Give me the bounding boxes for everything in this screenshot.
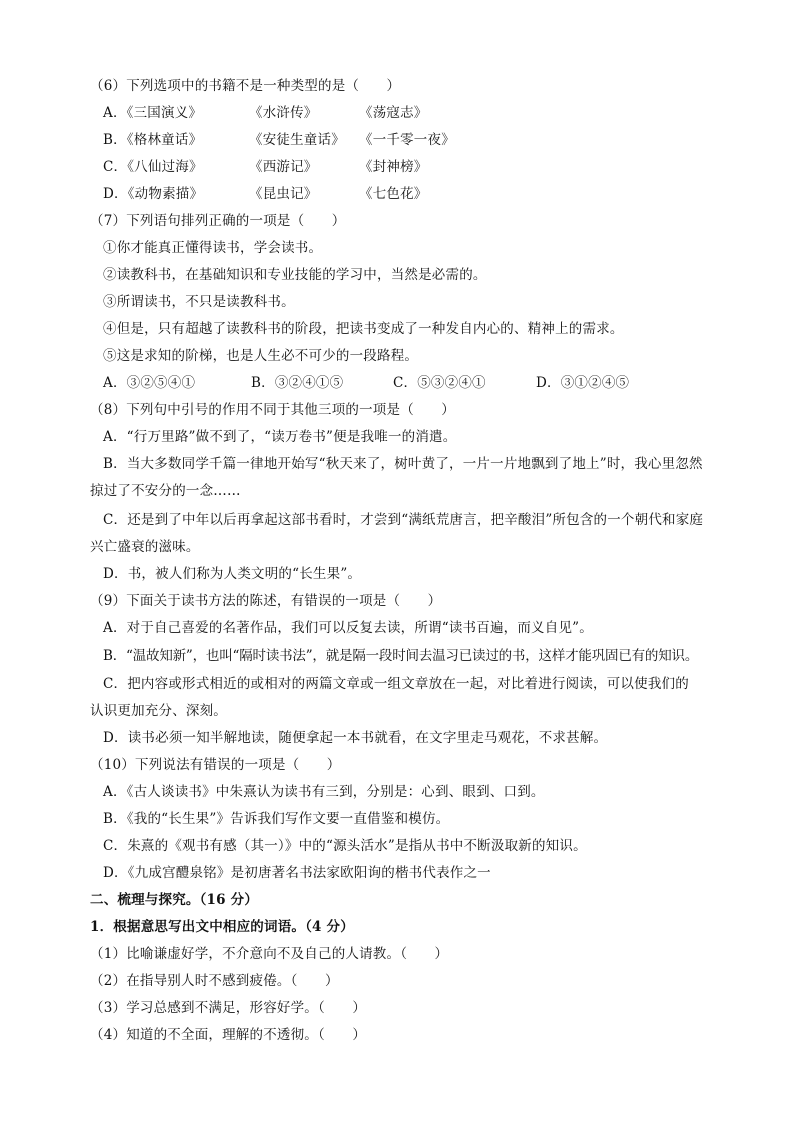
q7-sentence-5: ⑤这是求知的阶梯，也是人生必不可少的一段路程。 [103, 348, 419, 364]
vocab-item-3: （3）学习总感到不满足，形容好学。（ ） [90, 1000, 367, 1016]
q9-option-b[interactable]: B．“温故知新”，也叫“隔时读书法”，就是隔一段时间去温习已读过的书，这样才能巩固已有的知识。 [103, 648, 699, 664]
q8-option-d[interactable]: D．书，被人们称为人类文明的“长生果”。 [103, 566, 362, 582]
subsection-heading: 1．根据意思写出文中相应的词语。（4 分） [90, 919, 354, 935]
q9-option-a[interactable]: A．对于自己喜爱的名著作品，我们可以反复去读，所谓“读书百遍，而义自见”。 [103, 620, 593, 636]
q6-option-b[interactable] [103, 131, 455, 149]
option-book-2: 《安徒生童话》 [249, 132, 345, 148]
option-book-3: 《封神榜》 [359, 159, 428, 175]
option-book-3: 《荡寇志》 [359, 105, 428, 121]
option-book-1: 《三国演义》 [126, 105, 203, 121]
q10-option-b[interactable]: B．《我的“长生果”》告诉我们写作文要一直借鉴和模仿。 [103, 811, 450, 827]
q7-option-a[interactable]: A．③②⑤④① [103, 375, 196, 391]
q7-sentence-4: ④但是，只有超越了读教科书的阶段，把读书变成了一种发自内心的、精神上的需求。 [103, 321, 624, 337]
q9-option-c[interactable]: C．把内容或形式相近的或相对的两篇文章或一组文章放在一起，对比着进行阅读，可以使我们的 [103, 676, 689, 692]
option-book-2: 《水浒传》 [249, 105, 318, 121]
option-letter: B． [103, 132, 127, 148]
q8-option-b[interactable]: B．当大多数同学千篇一律地开始写“秋天来了，树叶黄了，一片一片地飘到了地上”时，我心里忽然 [103, 456, 703, 472]
q7-stem: （7）下列语句排列正确的一项是（ ） [90, 213, 346, 229]
option-letter: D． [103, 186, 128, 202]
option-book-1: 《动物素描》 [127, 186, 204, 202]
q9-option-d[interactable]: D．读书必须一知半解地读，随便拿起一本书就看，在文字里走马观花，不求甚解。 [103, 730, 608, 746]
option-letter: A． [103, 105, 127, 121]
q10-option-c[interactable]: C．朱熹的《观书有感（其一）》中的“源头活水”是指从书中不断汲取新的知识。 [103, 838, 587, 854]
q7-sentence-1: ①你才能真正懂得读书，学会读书。 [103, 240, 323, 256]
option-letter: C． [103, 159, 128, 175]
q7-options [103, 374, 663, 392]
q8-option-b-continued: 掠过了不安分的一念…… [90, 483, 241, 499]
q7-sentence-2: ②读教科书，在基础知识和专业技能的学习中，当然是必需的。 [103, 267, 487, 283]
q7-option-c[interactable]: C．⑤③②④① [393, 375, 486, 391]
q6-option-d[interactable] [103, 185, 428, 203]
option-book-1: 《八仙过海》 [127, 159, 203, 175]
option-book-2: 《昆虫记》 [249, 186, 318, 202]
option-book-3: 《七色花》 [359, 186, 428, 202]
q7-option-d[interactable]: D．③①②④⑤ [536, 375, 630, 391]
q8-option-a[interactable]: A．“行万里路”做不到了，“读万卷书”便是我唯一的消遣。 [103, 429, 457, 445]
q9-option-c-continued: 认识更加充分、深刻。 [90, 703, 227, 719]
option-book-3: 《一千零一夜》 [359, 132, 455, 148]
section-heading: 二、梳理与探究。（16 分） [90, 892, 259, 908]
q6-option-a[interactable] [103, 104, 428, 122]
vocab-item-1: （1）比喻谦虚好学，不介意向不及自己的人请教。（ ） [90, 946, 449, 962]
vocab-item-2: （2）在指导别人时不感到疲倦。（ ） [90, 973, 339, 989]
option-book-2: 《西游记》 [249, 159, 318, 175]
q7-sentence-3: ③所谓读书，不只是读教科书。 [103, 294, 295, 310]
vocab-item-4: （4）知道的不全面，理解的不透彻。（ ） [90, 1027, 367, 1043]
q8-option-c-continued: 兴亡盛衰的滋味。 [90, 539, 200, 555]
q9-stem: （9）下面关于读书方法的陈述，有错误的一项是（ ） [90, 593, 442, 609]
option-book-1: 《格林童话》 [126, 132, 203, 148]
q8-option-c[interactable]: C．还是到了中年以后再拿起这部书看时，才尝到“满纸荒唐言，把辛酸泪”所包含的一个朝代和家庭 [103, 512, 704, 528]
q6-option-c[interactable] [103, 158, 428, 176]
q10-stem: （10）下列说法有错误的一项是（ ） [90, 757, 341, 773]
q7-option-b[interactable]: B．③②④①⑤ [251, 375, 344, 391]
q8-stem: （8）下列句中引号的作用不同于其他三项的一项是（ ） [90, 402, 455, 418]
q6-stem: （6）下列选项中的书籍不是一种类型的是（ ） [90, 78, 401, 94]
q10-option-d[interactable]: D．《九成宫醴泉铭》是初唐著名书法家欧阳询的楷书代表作之一 [103, 865, 491, 881]
q10-option-a[interactable]: A．《古人谈读书》中朱熹认为读书有三到，分别是：心到、眼到、口到。 [103, 784, 545, 800]
